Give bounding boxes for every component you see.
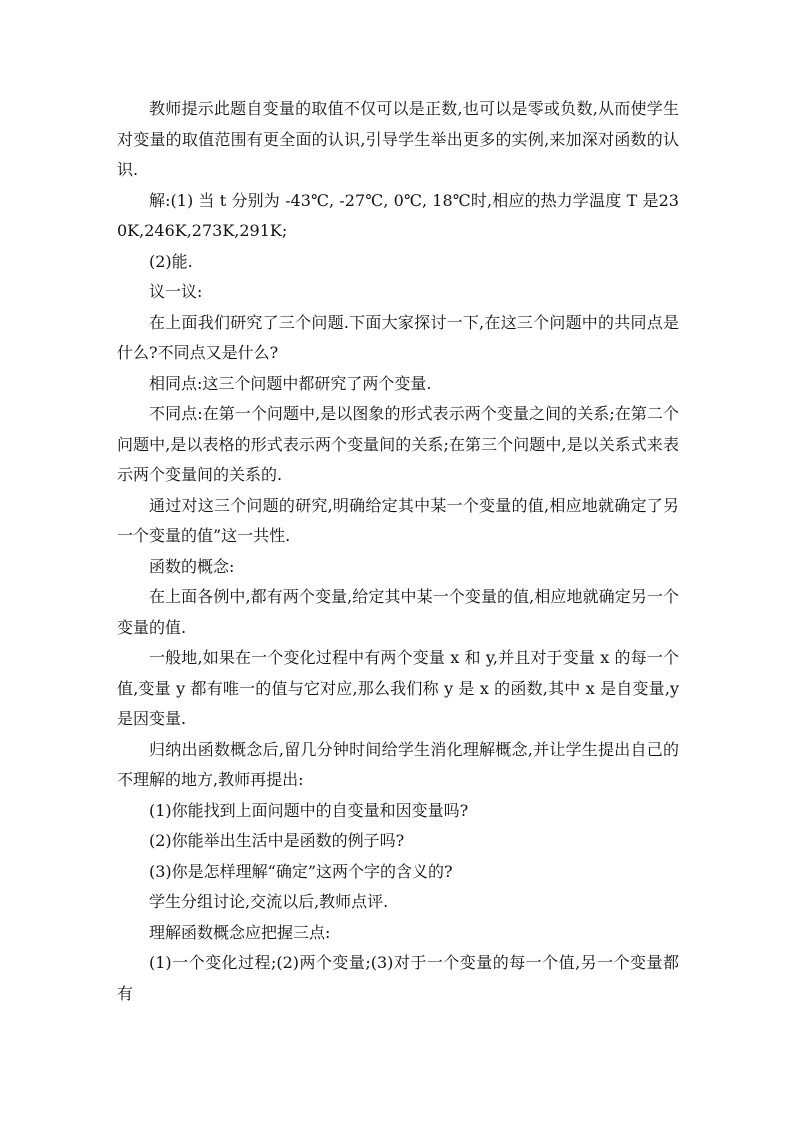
paragraph-discussion-question: 在上面我们研究了三个问题.下面大家探讨一下,在这三个问题中的共同点是什么?不同点又是什么? bbox=[117, 312, 679, 362]
paragraph-similarity: 相同点:这三个问题中都研究了两个变量. bbox=[149, 373, 432, 393]
paragraph-solution-1: 解:(1) 当 t 分别为 -43℃, -27℃, 0℃, 18℃时,相应的热力学温度 T 是230K,246K,273K,291K; bbox=[117, 190, 679, 240]
question-3: (3)你是怎样理解“确定”这两个字的含义的? bbox=[149, 861, 453, 881]
paragraph-solution-2: (2)能. bbox=[149, 251, 193, 271]
heading-three-points: 理解函数概念应把握三点: bbox=[149, 922, 331, 942]
paragraph-after-concept: 归纳出函数概念后,留几分钟时间给学生消化理解概念,并让学生提出自己的不理解的地方,教师再提出: bbox=[117, 739, 679, 789]
paragraph-teacher-hint: 教师提示此题自变量的取值不仅可以是正数,也可以是零或负数,从而使学生对变量的取值范围有更全面的认识,引导学生举出更多的实例,来加深对函数的认识. bbox=[117, 99, 679, 179]
paragraph-difference: 不同点:在第一个问题中,是以图象的形式表示两个变量之间的关系;在第二个问题中,是以表格的形式表示两个变量间的关系;在第三个问题中,是以关系式来表示两个变量间的关系的. bbox=[117, 404, 679, 484]
paragraph-group-discussion: 学生分组讨论,交流以后,教师点评. bbox=[149, 892, 389, 911]
heading-discussion: 议一议: bbox=[149, 282, 203, 301]
heading-function-concept: 函数的概念: bbox=[149, 556, 235, 576]
paragraph-three-points: (1)一个变化过程;(2)两个变量;(3)对于一个变量的每一个值,另一个变量都有 bbox=[117, 953, 679, 1003]
paragraph-commonality: 通过对这三个问题的研究,明确给定其中某一个变量的值,相应地就确定了另一个变量的值”这一共性. bbox=[117, 495, 679, 545]
question-2: (2)你能举出生活中是函数的例子吗? bbox=[149, 831, 405, 850]
question-1: (1)你能找到上面问题中的自变量和因变量吗? bbox=[149, 800, 469, 820]
document-page bbox=[117, 94, 679, 1009]
paragraph-function-definition: 一般地,如果在一个变化过程中有两个变量 x 和 y,并且对于变量 x 的每一个值,变量 y 都有唯一的值与它对应,那么我们称 y 是 x 的函数,其中 x 是自变量,y 是因变量. bbox=[117, 648, 679, 728]
paragraph-examples-summary: 在上面各例中,都有两个变量,给定其中某一个变量的值,相应地就确定另一个变量的值. bbox=[117, 587, 679, 637]
